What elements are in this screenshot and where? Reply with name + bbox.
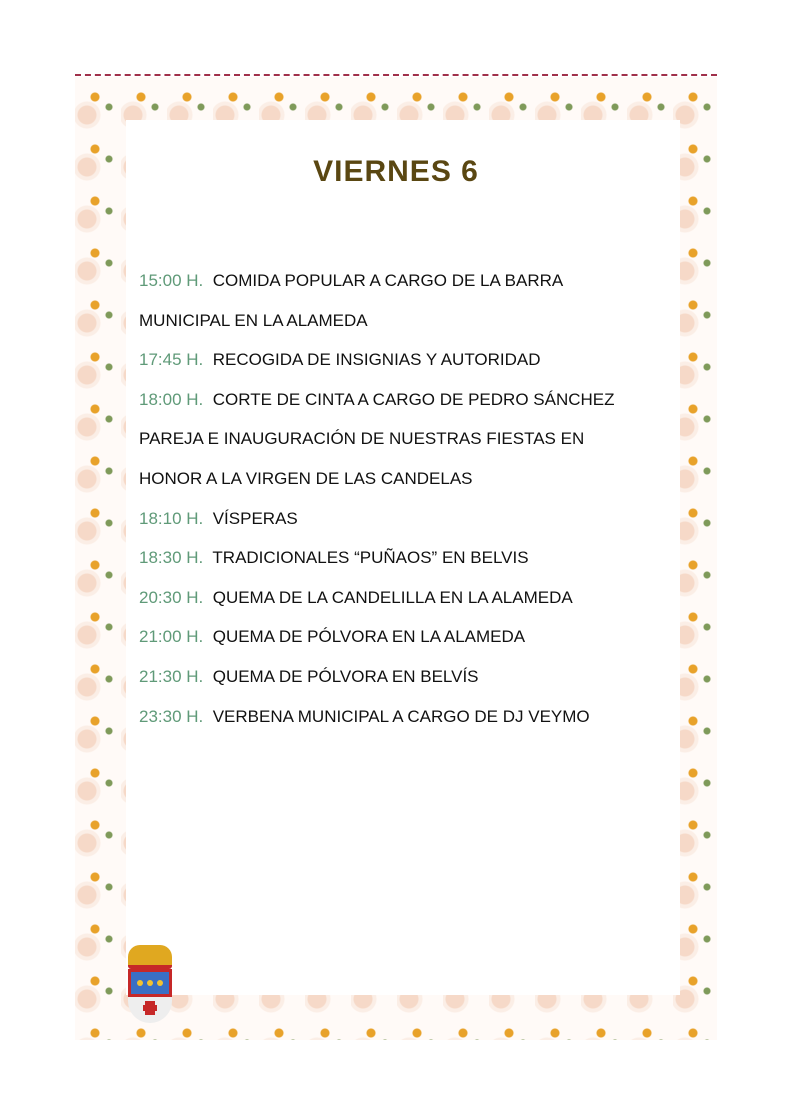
schedule-item (139, 583, 679, 623)
fleur-de-lis-band (128, 969, 172, 997)
schedule-time: 21:00 H. (139, 627, 204, 647)
schedule-item (139, 543, 679, 583)
coat-of-arms-icon (128, 945, 172, 1023)
page-title: VIERNES 6 (313, 155, 479, 188)
schedule-time: 23:30 H. (139, 706, 204, 726)
schedule-time: 17:45 H. (139, 350, 204, 370)
schedule-item (139, 662, 679, 702)
schedule-text: QUEMA DE LA CANDELILLA EN LA ALAMEDA (212, 587, 573, 607)
schedule-item (139, 306, 679, 346)
schedule-item (139, 345, 679, 385)
schedule-list (139, 266, 679, 741)
schedule-time: 15:00 H. (139, 271, 204, 290)
schedule-text: MUNICIPAL EN LA ALAMEDA (139, 310, 368, 330)
schedule-item (139, 702, 679, 742)
schedule-item (139, 424, 679, 464)
schedule-item (139, 464, 679, 504)
schedule-time: 18:00 H. (139, 389, 204, 409)
schedule-text: QUEMA DE PÓLVORA EN LA ALAMEDA (212, 627, 526, 647)
schedule-text: CORTE DE CINTA A CARGO DE PEDRO SÁNCHEZ (212, 389, 615, 409)
schedule-item (139, 504, 679, 544)
cross-shield (128, 997, 172, 1023)
schedule-text: HONOR A LA VIRGEN DE LAS CANDELAS (139, 468, 473, 488)
schedule-time: 18:30 H. (139, 548, 204, 568)
schedule-text: RECOGIDA DE INSIGNIAS Y AUTORIDAD (212, 350, 541, 370)
page-edge (75, 74, 717, 76)
schedule-time: 18:10 H. (139, 508, 204, 528)
schedule-text: VÍSPERAS (212, 508, 298, 528)
schedule-text: QUEMA DE PÓLVORA EN BELVÍS (212, 666, 479, 686)
schedule-time: 20:30 H. (139, 587, 204, 607)
schedule-time: 21:30 H. (139, 666, 204, 686)
schedule-text: TRADICIONALES “PUÑAOS” EN BELVIS (212, 548, 529, 568)
schedule-item (139, 622, 679, 662)
schedule-text: VERBENA MUNICIPAL A CARGO DE DJ VEYMO (212, 706, 590, 726)
crown-icon (128, 945, 172, 969)
schedule-item (139, 266, 679, 306)
schedule-text: PAREJA E INAUGURACIÓN DE NUESTRAS FIESTAS EN (139, 429, 585, 449)
schedule-text: COMIDA POPULAR A CARGO DE LA BARRA (212, 271, 564, 290)
schedule-item (139, 385, 679, 425)
